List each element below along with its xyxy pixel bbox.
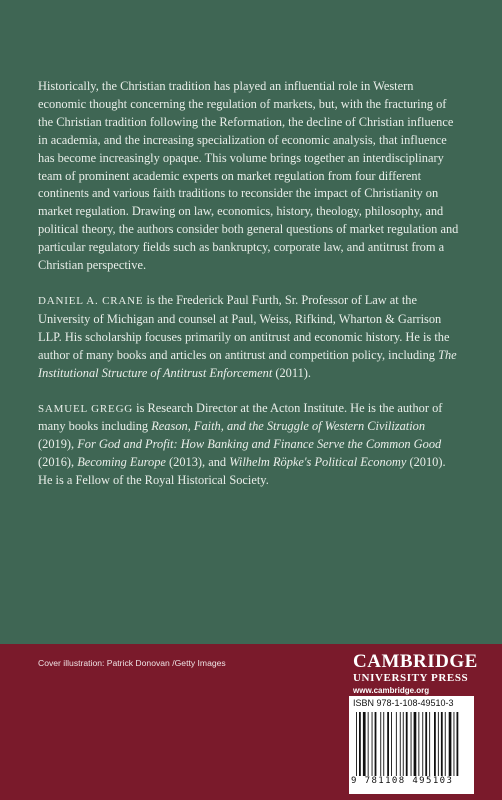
bio-text: is Research Director at the Acton Institute. He is the author of many books including (38, 400, 443, 434)
barcode-bar (383, 712, 384, 776)
barcode-bar (454, 712, 455, 776)
description-paragraph: Historically, the Christian tradition has played an influential role in Western economic thought concerning the regulation of markets, but, with the fracturing of the Christian tradition following the Reformation, the decline of Christian influence in academia, and the increasing specialization of economic analysis, that influence has become increasingly opaque. This volume brings together an interdisciplinary team of prominent academic experts on market regulation from four different continents and various faith traditions to reconsider the impact of Christianity on market regulation. Drawing on law, economics, history, theology, philosophy, and political theory, the authors consider both general questions of market regulation and particular regulatory fields such as bankruptcy, corporate law, and antitrust from a Christian perspective. (38, 79, 459, 273)
barcode-bar (411, 712, 412, 776)
isbn-label: ISBN 978-1-108-49510-3 (353, 698, 454, 708)
book-title: Becoming Europe (77, 455, 166, 470)
book-title: Wilhelm Röpke's Political Economy (229, 455, 407, 470)
book-title: The Institutional Structure of Antitrust Enforcement (38, 347, 457, 380)
barcode-bar (363, 712, 366, 776)
barcode-bar (391, 712, 392, 776)
barcode-bar (359, 712, 361, 776)
publisher-url: www.cambridge.org (353, 686, 430, 695)
barcode-bar (368, 712, 369, 776)
barcode (349, 696, 474, 794)
barcode-bar (429, 712, 430, 776)
barcode-bar (438, 712, 439, 776)
barcode-bars (355, 712, 467, 776)
barcode-bar (380, 712, 381, 776)
barcode-bar (400, 712, 401, 776)
bio-text: (2011). (272, 365, 312, 380)
author-name-crane: DANIEL A. CRANE (38, 294, 144, 307)
barcode-bar (418, 712, 419, 776)
book-title: For God and Profit: How Banking and Finance Serve the Common Good (77, 437, 442, 452)
barcode-bar (414, 712, 417, 776)
barcode-digits: 9 781108 495103 (351, 776, 454, 786)
author-bio-crane (38, 292, 460, 383)
barcode-bar (375, 712, 377, 776)
barcode-bar (449, 712, 452, 776)
bio-text: (2010). He is a Fellow of the Royal Historical Society. (38, 455, 446, 488)
barcode-bar (422, 712, 423, 776)
bio-text: is the Frederick Paul Furth, Sr. Professor of Law at the University of Michigan and counsel at Paul, Weiss, Rifkind, Wharton & Garrison LLP. His scholarship focuses primarily on antitrust and economic history. He is the author of many books and articles on antitrust and competition policy, including (38, 292, 450, 362)
barcode-bar (406, 712, 408, 776)
book-title: Reason, Faith, and the Struggle of Western Civilization (151, 419, 426, 434)
barcode-bar (457, 712, 459, 776)
book-description (38, 78, 460, 507)
barcode-bar (403, 712, 404, 776)
bio-text: (2019), (38, 437, 78, 452)
cover-credit: Cover illustration: Patrick Donovan /Getty Images (38, 658, 226, 668)
author-bio-gregg (38, 400, 460, 491)
author-name-gregg: SAMUEL GREGG (38, 402, 134, 415)
barcode-bar (356, 712, 357, 776)
bio-text: (2013), and (165, 455, 230, 470)
barcode-bar (441, 712, 443, 776)
publisher-name: CAMBRIDGE (353, 651, 478, 672)
barcode-bar (425, 712, 427, 776)
publisher-logo (353, 651, 478, 697)
barcode-bar (434, 712, 436, 776)
barcode-bar (387, 712, 389, 776)
publisher-press: UNIVERSITY PRESS (353, 672, 469, 684)
bio-text: (2016), (38, 455, 78, 470)
barcode-bar (445, 712, 446, 776)
barcode-bar (372, 712, 373, 776)
barcode-bar (396, 712, 397, 776)
